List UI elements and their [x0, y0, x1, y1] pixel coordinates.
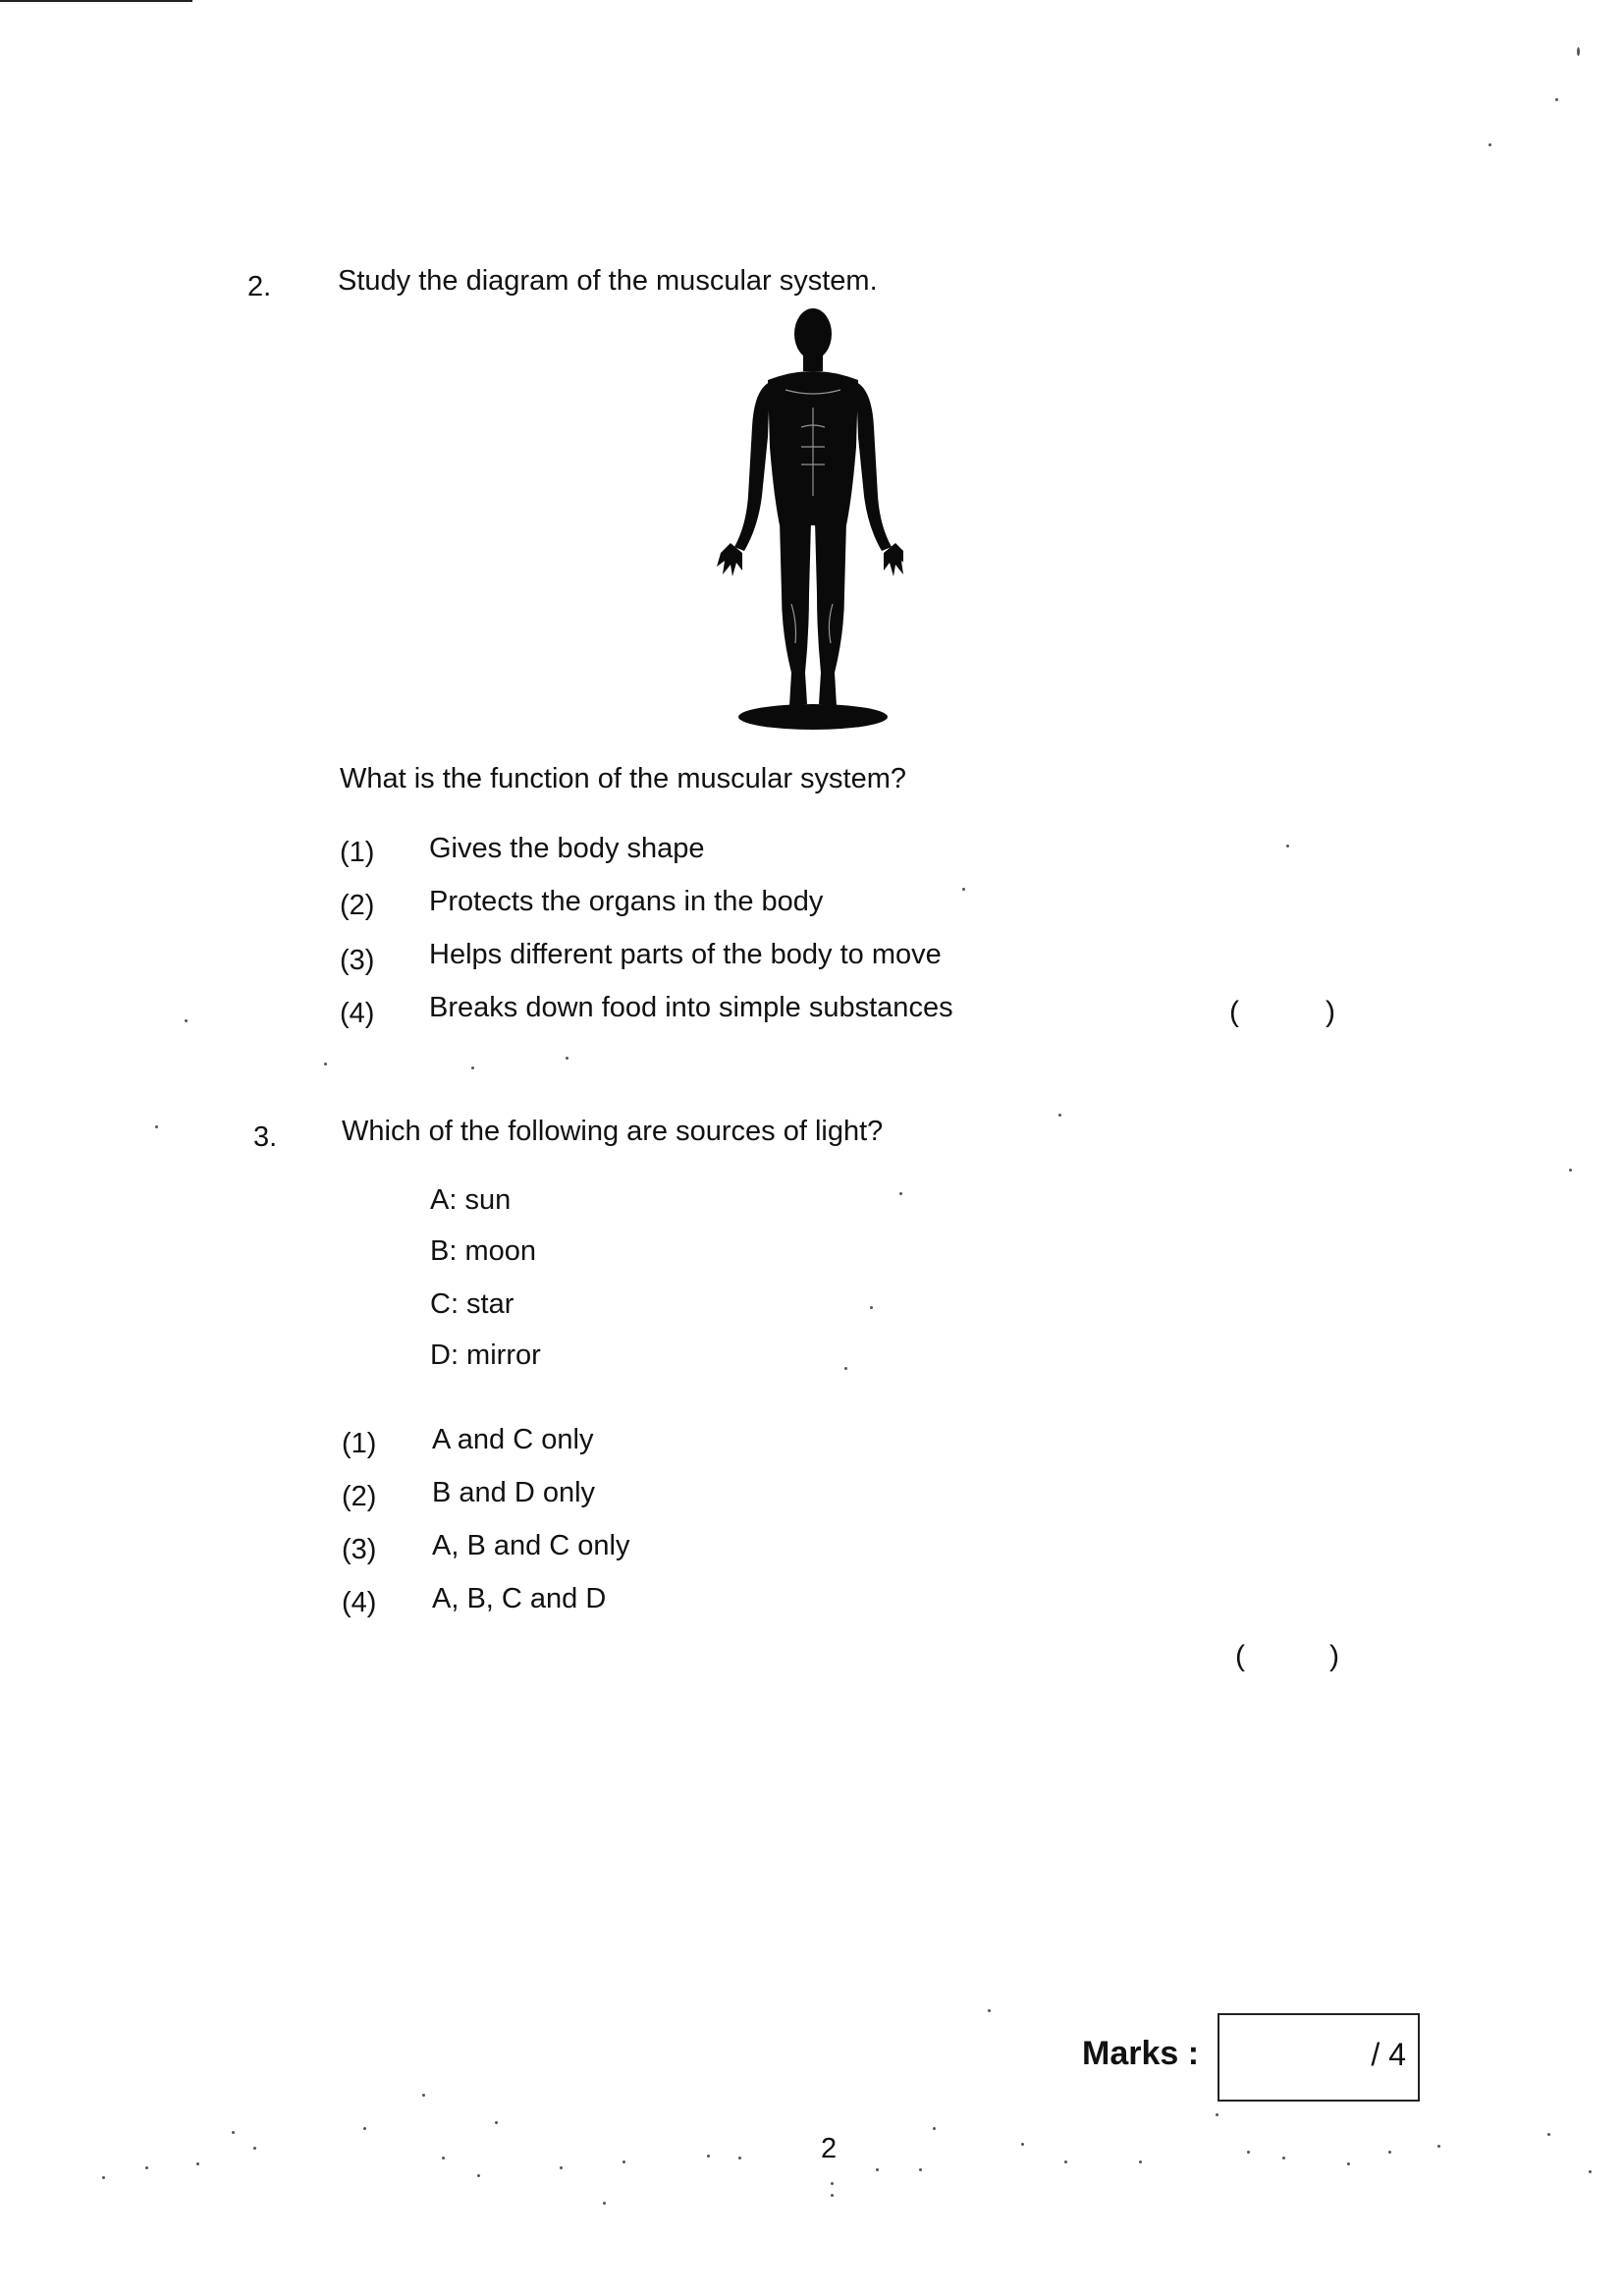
question-3-option-4-text: A, B, C and D: [432, 1583, 607, 1614]
question-3-item-b: B: moon: [430, 1235, 536, 1267]
question-2-option-2-text: Protects the organs in the body: [429, 886, 824, 917]
question-2-option-2-number: (2): [340, 890, 375, 921]
figure-right-arm: [856, 382, 892, 551]
top-rule: [0, 0, 192, 2]
question-2-answer-open: (: [1229, 996, 1239, 1028]
muscular-system-figure: [707, 300, 903, 732]
question-2-option-4-number: (4): [340, 998, 375, 1029]
marks-box[interactable]: [1218, 2013, 1420, 2102]
question-3-answer-open: (: [1235, 1640, 1245, 1672]
question-3-item-a: A: sun: [430, 1184, 512, 1216]
question-2-option-3-text: Helps different parts of the body to move: [429, 939, 942, 970]
question-3-answer-close: ): [1329, 1640, 1339, 1672]
figure-left-arm: [734, 382, 770, 551]
figure-head: [794, 308, 832, 359]
question-2-answer-close: ): [1326, 996, 1335, 1028]
question-2-subquestion: What is the function of the muscular system?: [340, 763, 907, 794]
question-3-option-1-text: A and C only: [432, 1424, 594, 1455]
question-2-option-4-text: Breaks down food into simple substances: [429, 992, 953, 1023]
question-3-option-4-number: (4): [342, 1587, 377, 1618]
marks-value: / 4: [1371, 2037, 1406, 2072]
question-3-item-d: D: mirror: [430, 1339, 541, 1371]
question-3-option-3-text: A, B and C only: [432, 1530, 630, 1561]
marks-label: Marks :: [1082, 2035, 1200, 2072]
figure-left-leg: [780, 521, 811, 706]
page-number: 2: [821, 2133, 838, 2164]
question-3-option-3-number: (3): [342, 1534, 377, 1565]
question-2-number: 2.: [247, 271, 272, 302]
question-2-text: Study the diagram of the muscular system.: [338, 265, 878, 297]
question-3-option-2-text: B and D only: [432, 1477, 596, 1508]
question-3-option-2-number: (2): [342, 1481, 377, 1512]
question-2-option-3-number: (3): [340, 945, 375, 976]
question-2-option-1-number: (1): [340, 837, 375, 868]
question-2-option-1-text: Gives the body shape: [429, 833, 705, 864]
figure-base: [738, 704, 888, 730]
question-3-item-c: C: star: [430, 1288, 514, 1320]
question-3-text: Which of the following are sources of light?: [342, 1116, 884, 1147]
question-3-number: 3.: [253, 1121, 278, 1153]
question-3-option-1-number: (1): [342, 1428, 377, 1459]
